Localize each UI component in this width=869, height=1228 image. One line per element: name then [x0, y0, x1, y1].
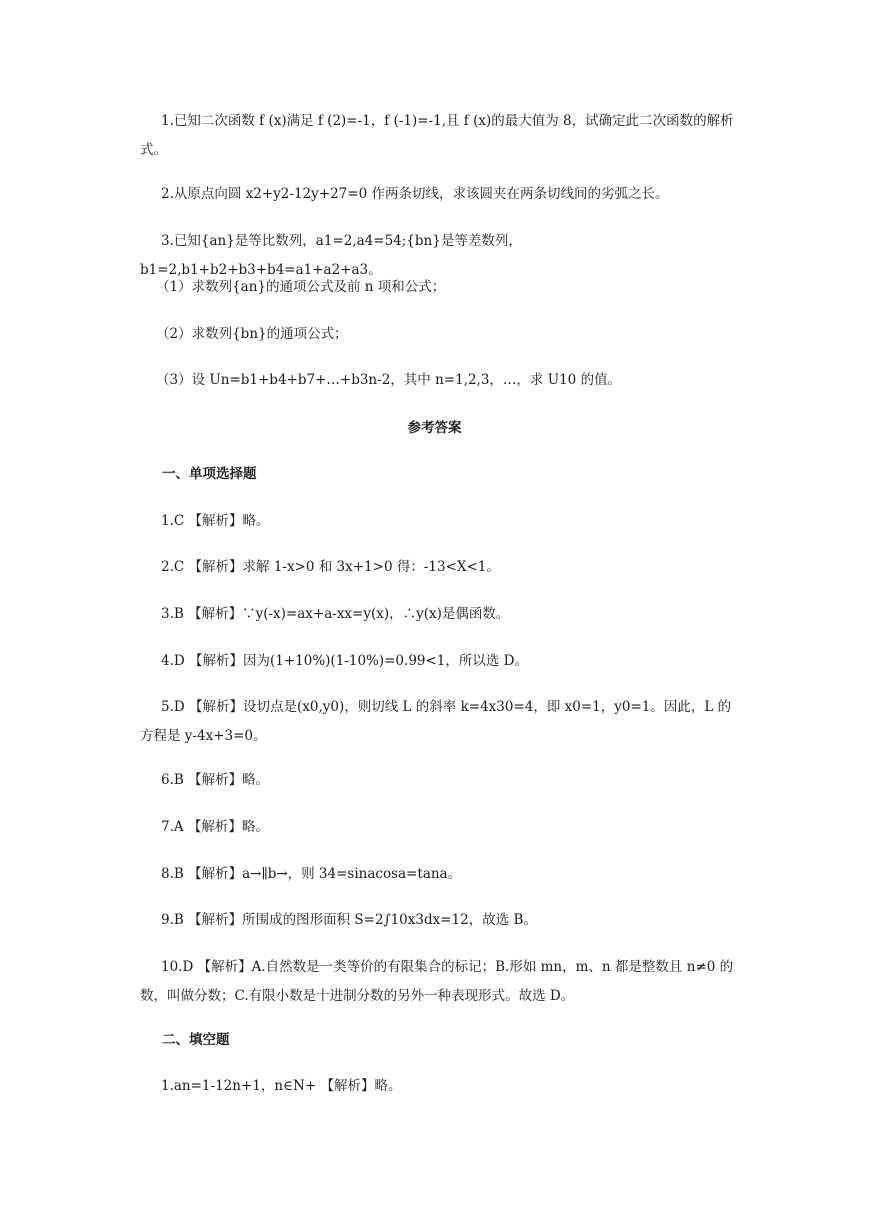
question-1: 1.已知二次函数 f (x)满足 f (2)=-1，f (-1)=-1,且 f (x)的最大值为 8，试确定此二次函数的解析式。	[140, 113, 734, 158]
section-2-heading: 二、填空题	[162, 1032, 230, 1048]
answer-item: 9.B 【解析】所围成的图形面积 S=2∫10x3dx=12，故选 B。	[161, 912, 537, 928]
answer-item: 1.C 【解析】略。	[161, 513, 270, 529]
question-2: 2.从原点向圆 x2+y2-12y+27=0 作两条切线，求该圆夹在两条切线间的劣弧之长。	[161, 186, 669, 202]
answer-item: 8.B 【解析】a→∥b→，则 34=sinacosa=tana。	[161, 866, 462, 882]
answer-item: 6.B 【解析】略。	[161, 772, 270, 788]
answer-item: 2.C 【解析】求解 1-x>0 和 3x+1>0 得：-13<X<1。	[161, 559, 500, 575]
question-3-part-1: （1）求数列{an}的通项公式及前 n 项和公式；	[156, 279, 446, 295]
answers-title: 参考答案	[407, 420, 462, 436]
section-1-heading: 一、单项选择题	[162, 466, 257, 482]
answer-item: 10.D 【解析】A.自然数是一类等价的有限集合的标记；B.形如 mn，m、n 都是整数且 n≠0 的数，叫做分数；C.有限小数是十进制分数的另外一种表现形式。故选 D。	[140, 959, 734, 1004]
question-3-part-3: （3）设 Un=b1+b4+b7+…+b3n-2，其中 n=1,2,3，…，求 U10 的值。	[156, 372, 622, 388]
question-3-part-2: （2）求数列{bn}的通项公式；	[156, 326, 348, 342]
answer-item: 7.A 【解析】略。	[161, 819, 269, 835]
answer-item: 1.an=1-12n+1，n∈N+ 【解析】略。	[161, 1078, 402, 1094]
answer-item: 5.D 【解析】设切点是(x0,y0)，则切线 L 的斜率 k=4x30=4，即 x0=1，y0=1。因此，L 的方程是 y-4x+3=0。	[140, 699, 732, 744]
answer-item: 4.D 【解析】因为(1+10%)(1-10%)=0.99<1，所以选 D。	[161, 653, 529, 669]
question-3: 3.已知{an}是等比数列，a1=2,a4=54;{bn}是等差数列，b1=2,b1+b2+b3+b4=a1+a2+a3。	[140, 233, 522, 278]
answer-item: 3.B 【解析】∵y(-x)=ax+a-xx=y(x)，∴y(x)是偶函数。	[161, 606, 510, 622]
